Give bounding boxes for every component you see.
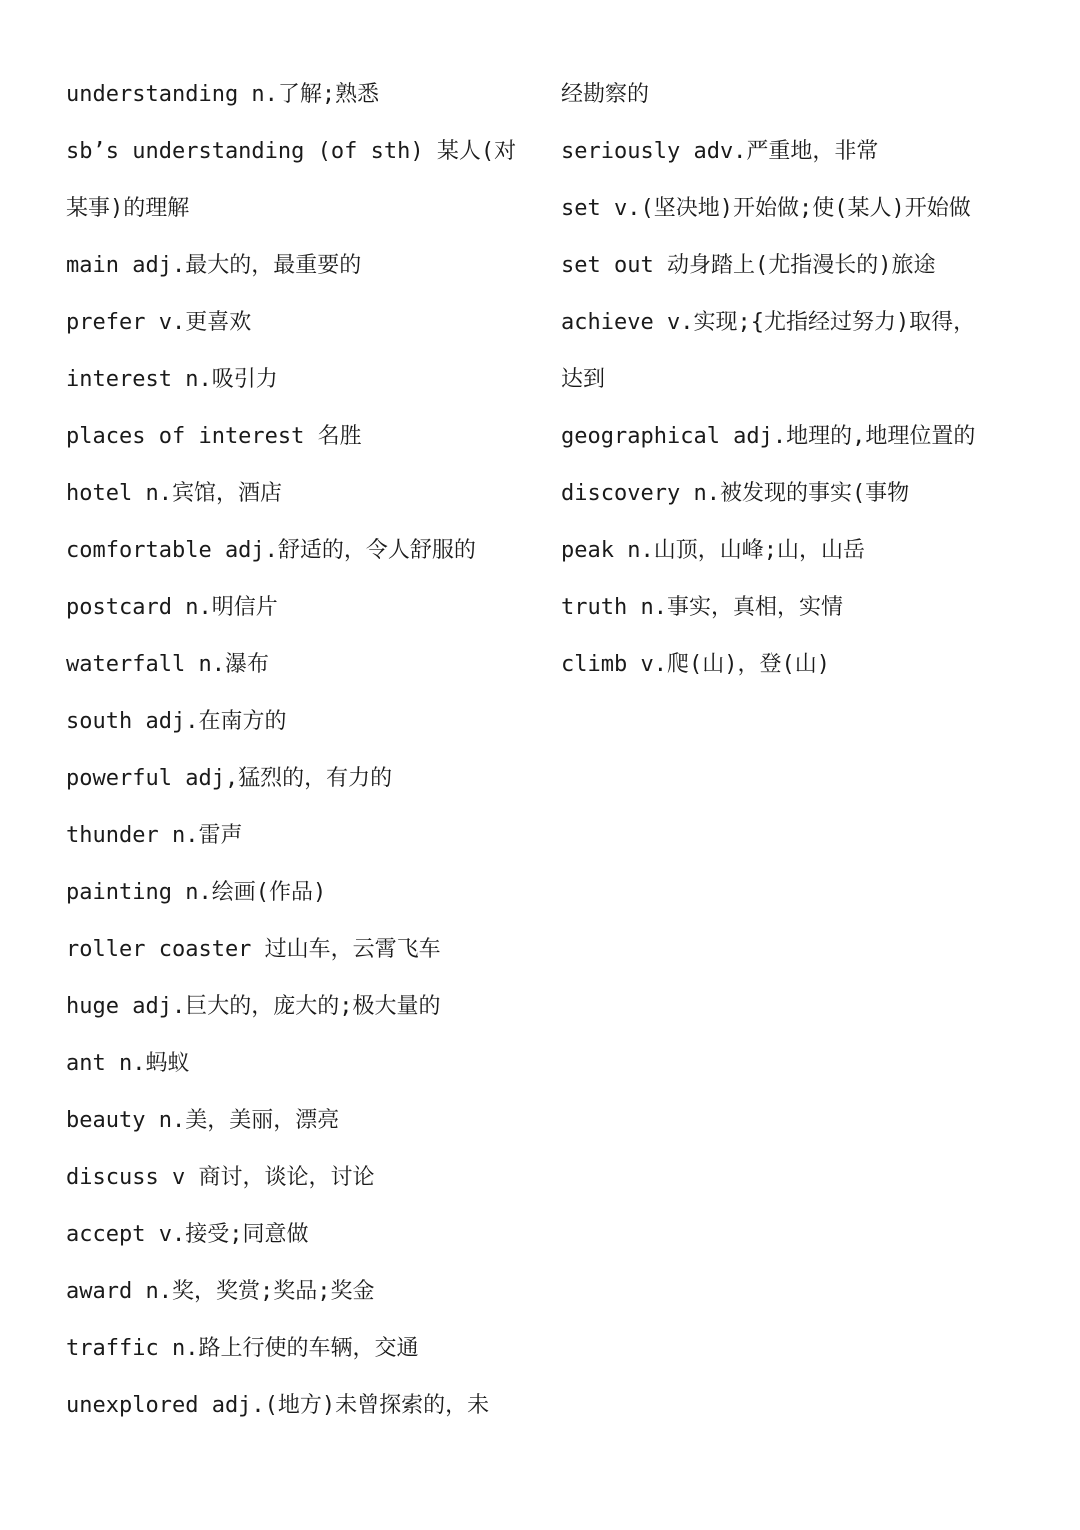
left-column-line: comfortable adj.舒适的，令人舒服的 [66, 538, 476, 563]
left-column-line: painting n.绘画(作品) [66, 880, 327, 905]
left-column-line: prefer v.更喜欢 [66, 310, 252, 335]
right-column-line: 达到 [561, 367, 606, 392]
left-column-line: discuss v 商讨，谈论，讨论 [66, 1165, 375, 1190]
left-column-line: ant n.蚂蚁 [66, 1051, 190, 1076]
left-column-line: award n.奖，奖赏;奖品;奖金 [66, 1279, 375, 1304]
left-column-line: waterfall n.瀑布 [66, 652, 269, 677]
right-column-line: peak n.山顶，山峰;山，山岳 [561, 538, 865, 563]
left-column-line: postcard n.明信片 [66, 595, 278, 620]
left-column-line: accept v.接受;同意做 [66, 1222, 309, 1247]
left-column-line: roller coaster 过山车，云霄飞车 [66, 937, 441, 962]
right-column-line: achieve v.实现;{尤指经过努力)取得， [561, 310, 976, 335]
left-column-line: thunder n.雷声 [66, 823, 243, 848]
left-column-line: interest n.吸引力 [66, 367, 278, 392]
left-column-line: unexplored adj.(地方)未曾探索的，未 [66, 1393, 490, 1418]
right-column-line: seriously adv.严重地，非常 [561, 139, 879, 164]
right-column-line: 经勘察的 [561, 82, 650, 107]
right-column [561, 66, 1021, 693]
left-column-line: places of interest 名胜 [66, 424, 362, 449]
left-column-line: south adj.在南方的 [66, 709, 287, 734]
left-column-line: beauty n.美，美丽，漂亮 [66, 1108, 340, 1133]
right-column-line: set out 动身踏上(尤指漫长的)旅途 [561, 253, 936, 278]
left-column-line: 某事)的理解 [66, 196, 190, 221]
left-column-line: sb’s understanding (of sth) 某人(对 [66, 139, 517, 164]
right-column-line: geographical adj.地理的,地理位置的 [561, 424, 976, 449]
left-column-line: traffic n.路上行使的车辆，交通 [66, 1336, 419, 1361]
right-column-line: climb v.爬(山)，登(山) [561, 652, 830, 677]
left-column-line: hotel n.宾馆，酒店 [66, 481, 282, 506]
left-column-line: main adj.最大的，最重要的 [66, 253, 362, 278]
right-column-line: truth n.事实，真相，实情 [561, 595, 843, 620]
right-column-line: discovery n.被发现的事实(事物 [561, 481, 910, 506]
right-column-line: set v.(坚决地)开始做;使(某人)开始做 [561, 196, 971, 221]
left-column-line: powerful adj,猛烈的，有力的 [66, 766, 393, 791]
left-column-line: understanding n.了解;熟悉 [66, 82, 380, 107]
left-column [66, 66, 526, 1434]
left-column-line: huge adj.巨大的，庞大的;极大量的 [66, 994, 441, 1019]
